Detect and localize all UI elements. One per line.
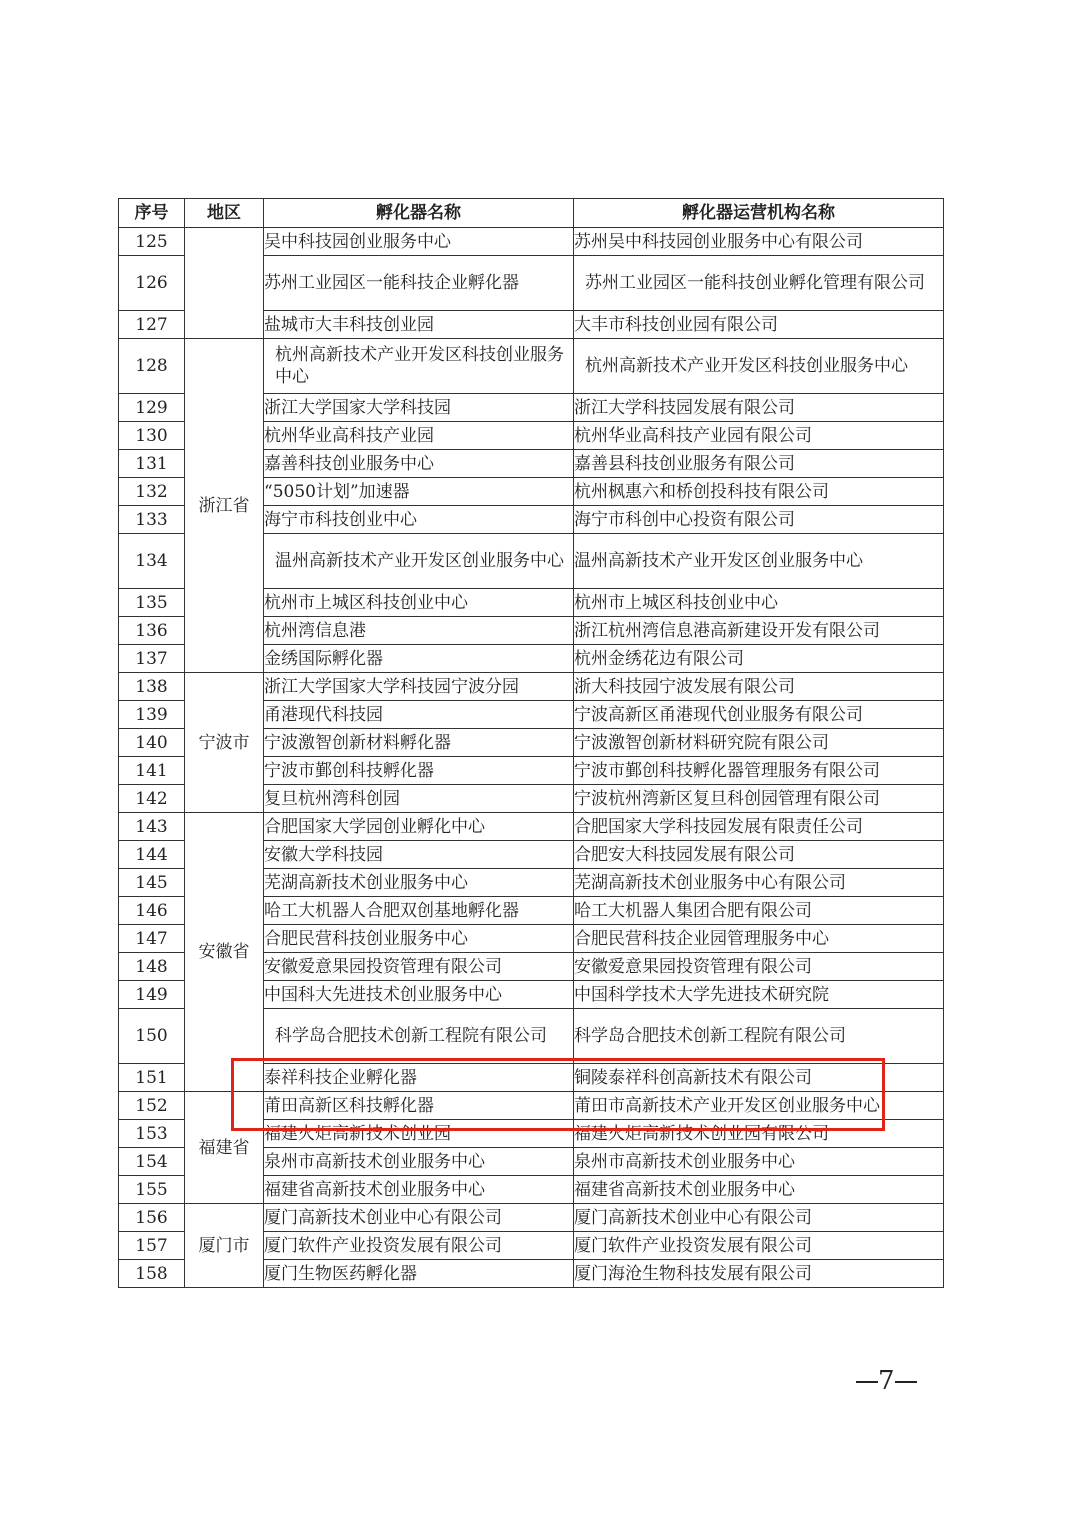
row-number: 134 bbox=[119, 534, 185, 589]
operator-name: 莆田市高新技术产业开发区创业服务中心 bbox=[574, 1092, 944, 1120]
incubator-name: 温州高新技术产业开发区创业服务中心 bbox=[264, 534, 574, 589]
row-number: 126 bbox=[119, 256, 185, 311]
region-cell: 厦门市 bbox=[185, 1204, 264, 1288]
region-cell: 宁波市 bbox=[185, 673, 264, 813]
region-cell: 福建省 bbox=[185, 1092, 264, 1204]
header-operator-name: 孵化器运营机构名称 bbox=[574, 199, 944, 228]
incubator-name: “5050计划”加速器 bbox=[264, 478, 574, 506]
incubator-name: 盐城市大丰科技创业园 bbox=[264, 311, 574, 339]
table-row bbox=[119, 673, 944, 701]
row-number: 150 bbox=[119, 1009, 185, 1064]
dash-left bbox=[856, 1381, 878, 1383]
operator-name: 安徽爱意果园投资管理有限公司 bbox=[574, 953, 944, 981]
row-number: 157 bbox=[119, 1232, 185, 1260]
operator-name: 宁波高新区甬港现代创业服务有限公司 bbox=[574, 701, 944, 729]
operator-name: 杭州高新技术产业开发区科技创业服务中心 bbox=[574, 339, 944, 394]
row-number: 149 bbox=[119, 981, 185, 1009]
row-number: 144 bbox=[119, 841, 185, 869]
row-number: 128 bbox=[119, 339, 185, 394]
incubator-name: 厦门生物医药孵化器 bbox=[264, 1260, 574, 1288]
operator-name: 宁波杭州湾新区复旦科创园管理有限公司 bbox=[574, 785, 944, 813]
operator-name: 大丰市科技创业园有限公司 bbox=[574, 311, 944, 339]
operator-name: 福建省高新技术创业服务中心 bbox=[574, 1176, 944, 1204]
table-row bbox=[119, 228, 944, 256]
region-cell: 浙江省 bbox=[185, 339, 264, 673]
row-number: 141 bbox=[119, 757, 185, 785]
row-number: 130 bbox=[119, 422, 185, 450]
row-number: 138 bbox=[119, 673, 185, 701]
row-number: 146 bbox=[119, 897, 185, 925]
operator-name: 合肥国家大学科技园发展有限责任公司 bbox=[574, 813, 944, 841]
operator-name: 杭州金绣花边有限公司 bbox=[574, 645, 944, 673]
row-number: 153 bbox=[119, 1120, 185, 1148]
incubator-name: 福建火炬高新技术创业园 bbox=[264, 1120, 574, 1148]
row-number: 140 bbox=[119, 729, 185, 757]
incubator-name: 浙江大学国家大学科技园 bbox=[264, 394, 574, 422]
operator-name: 泉州市高新技术创业服务中心 bbox=[574, 1148, 944, 1176]
row-number: 143 bbox=[119, 813, 185, 841]
row-number: 154 bbox=[119, 1148, 185, 1176]
incubator-name: 泰祥科技企业孵化器 bbox=[264, 1064, 574, 1092]
incubator-name: 中国科大先进技术创业服务中心 bbox=[264, 981, 574, 1009]
table-row bbox=[119, 1204, 944, 1232]
row-number: 156 bbox=[119, 1204, 185, 1232]
region-cell: 安徽省 bbox=[185, 813, 264, 1092]
row-number: 139 bbox=[119, 701, 185, 729]
operator-name: 厦门高新技术创业中心有限公司 bbox=[574, 1204, 944, 1232]
incubator-name: 安徽爱意果园投资管理有限公司 bbox=[264, 953, 574, 981]
incubator-name: 厦门软件产业投资发展有限公司 bbox=[264, 1232, 574, 1260]
operator-name: 嘉善县科技创业服务有限公司 bbox=[574, 450, 944, 478]
header-region: 地区 bbox=[185, 199, 264, 228]
header-no: 序号 bbox=[119, 199, 185, 228]
incubator-name: 厦门高新技术创业中心有限公司 bbox=[264, 1204, 574, 1232]
operator-name: 中国科学技术大学先进技术研究院 bbox=[574, 981, 944, 1009]
page-number-value: 7 bbox=[878, 1366, 895, 1396]
incubator-name: 吴中科技园创业服务中心 bbox=[264, 228, 574, 256]
incubator-name: 泉州市高新技术创业服务中心 bbox=[264, 1148, 574, 1176]
row-number: 145 bbox=[119, 869, 185, 897]
incubator-name: 莆田高新区科技孵化器 bbox=[264, 1092, 574, 1120]
incubator-name: 浙江大学国家大学科技园宁波分园 bbox=[264, 673, 574, 701]
incubator-name: 杭州华业高科技产业园 bbox=[264, 422, 574, 450]
row-number: 147 bbox=[119, 925, 185, 953]
incubator-name: 宁波激智创新材料孵化器 bbox=[264, 729, 574, 757]
operator-name: 合肥安大科技园发展有限公司 bbox=[574, 841, 944, 869]
incubator-name: 哈工大机器人合肥双创基地孵化器 bbox=[264, 897, 574, 925]
operator-name: 芜湖高新技术创业服务中心有限公司 bbox=[574, 869, 944, 897]
operator-name: 苏州吴中科技园创业服务中心有限公司 bbox=[574, 228, 944, 256]
row-number: 127 bbox=[119, 311, 185, 339]
incubator-name: 安徽大学科技园 bbox=[264, 841, 574, 869]
operator-name: 福建火炬高新技术创业园有限公司 bbox=[574, 1120, 944, 1148]
red-highlight-box bbox=[231, 1058, 885, 1131]
incubator-name: 宁波市鄞创科技孵化器 bbox=[264, 757, 574, 785]
region-cell bbox=[185, 228, 264, 339]
operator-name: 厦门海沧生物科技发展有限公司 bbox=[574, 1260, 944, 1288]
row-number: 132 bbox=[119, 478, 185, 506]
row-number: 142 bbox=[119, 785, 185, 813]
operator-name: 温州高新技术产业开发区创业服务中心 bbox=[574, 534, 944, 589]
table-row bbox=[119, 813, 944, 841]
row-number: 135 bbox=[119, 589, 185, 617]
incubator-name: 海宁市科技创业中心 bbox=[264, 506, 574, 534]
operator-name: 海宁市科创中心投资有限公司 bbox=[574, 506, 944, 534]
operator-name: 宁波市鄞创科技孵化器管理服务有限公司 bbox=[574, 757, 944, 785]
operator-name: 苏州工业园区一能科技创业孵化管理有限公司 bbox=[574, 256, 944, 311]
page-number bbox=[856, 1366, 917, 1396]
header-incubator-name: 孵化器名称 bbox=[264, 199, 574, 228]
operator-name: 科学岛合肥技术创新工程院有限公司 bbox=[574, 1009, 944, 1064]
operator-name: 合肥民营科技企业园管理服务中心 bbox=[574, 925, 944, 953]
row-number: 131 bbox=[119, 450, 185, 478]
operator-name: 浙江杭州湾信息港高新建设开发有限公司 bbox=[574, 617, 944, 645]
row-number: 148 bbox=[119, 953, 185, 981]
incubator-name: 芜湖高新技术创业服务中心 bbox=[264, 869, 574, 897]
row-number: 133 bbox=[119, 506, 185, 534]
incubator-name: 合肥国家大学园创业孵化中心 bbox=[264, 813, 574, 841]
incubator-name: 杭州湾信息港 bbox=[264, 617, 574, 645]
incubator-name: 杭州高新技术产业开发区科技创业服务中心 bbox=[264, 339, 574, 394]
operator-name: 铜陵泰祥科创高新技术有限公司 bbox=[574, 1064, 944, 1092]
row-number: 152 bbox=[119, 1092, 185, 1120]
incubator-name: 金绣国际孵化器 bbox=[264, 645, 574, 673]
operator-name: 厦门软件产业投资发展有限公司 bbox=[574, 1232, 944, 1260]
table-header-row bbox=[119, 199, 944, 228]
operator-name: 浙江大学科技园发展有限公司 bbox=[574, 394, 944, 422]
incubator-name: 杭州市上城区科技创业中心 bbox=[264, 589, 574, 617]
incubator-name: 合肥民营科技创业服务中心 bbox=[264, 925, 574, 953]
operator-name: 杭州市上城区科技创业中心 bbox=[574, 589, 944, 617]
operator-name: 哈工大机器人集团合肥有限公司 bbox=[574, 897, 944, 925]
row-number: 137 bbox=[119, 645, 185, 673]
operator-name: 杭州枫惠六和桥创投科技有限公司 bbox=[574, 478, 944, 506]
row-number: 125 bbox=[119, 228, 185, 256]
incubator-name: 嘉善科技创业服务中心 bbox=[264, 450, 574, 478]
incubator-name: 科学岛合肥技术创新工程院有限公司 bbox=[264, 1009, 574, 1064]
dash-right bbox=[895, 1381, 917, 1383]
row-number: 151 bbox=[119, 1064, 185, 1092]
row-number: 158 bbox=[119, 1260, 185, 1288]
incubator-name: 苏州工业园区一能科技企业孵化器 bbox=[264, 256, 574, 311]
row-number: 129 bbox=[119, 394, 185, 422]
row-number: 136 bbox=[119, 617, 185, 645]
operator-name: 宁波激智创新材料研究院有限公司 bbox=[574, 729, 944, 757]
incubator-name: 福建省高新技术创业服务中心 bbox=[264, 1176, 574, 1204]
operator-name: 浙大科技园宁波发展有限公司 bbox=[574, 673, 944, 701]
incubator-name: 复旦杭州湾科创园 bbox=[264, 785, 574, 813]
incubator-name: 甬港现代科技园 bbox=[264, 701, 574, 729]
operator-name: 杭州华业高科技产业园有限公司 bbox=[574, 422, 944, 450]
table-row bbox=[119, 339, 944, 394]
row-number: 155 bbox=[119, 1176, 185, 1204]
